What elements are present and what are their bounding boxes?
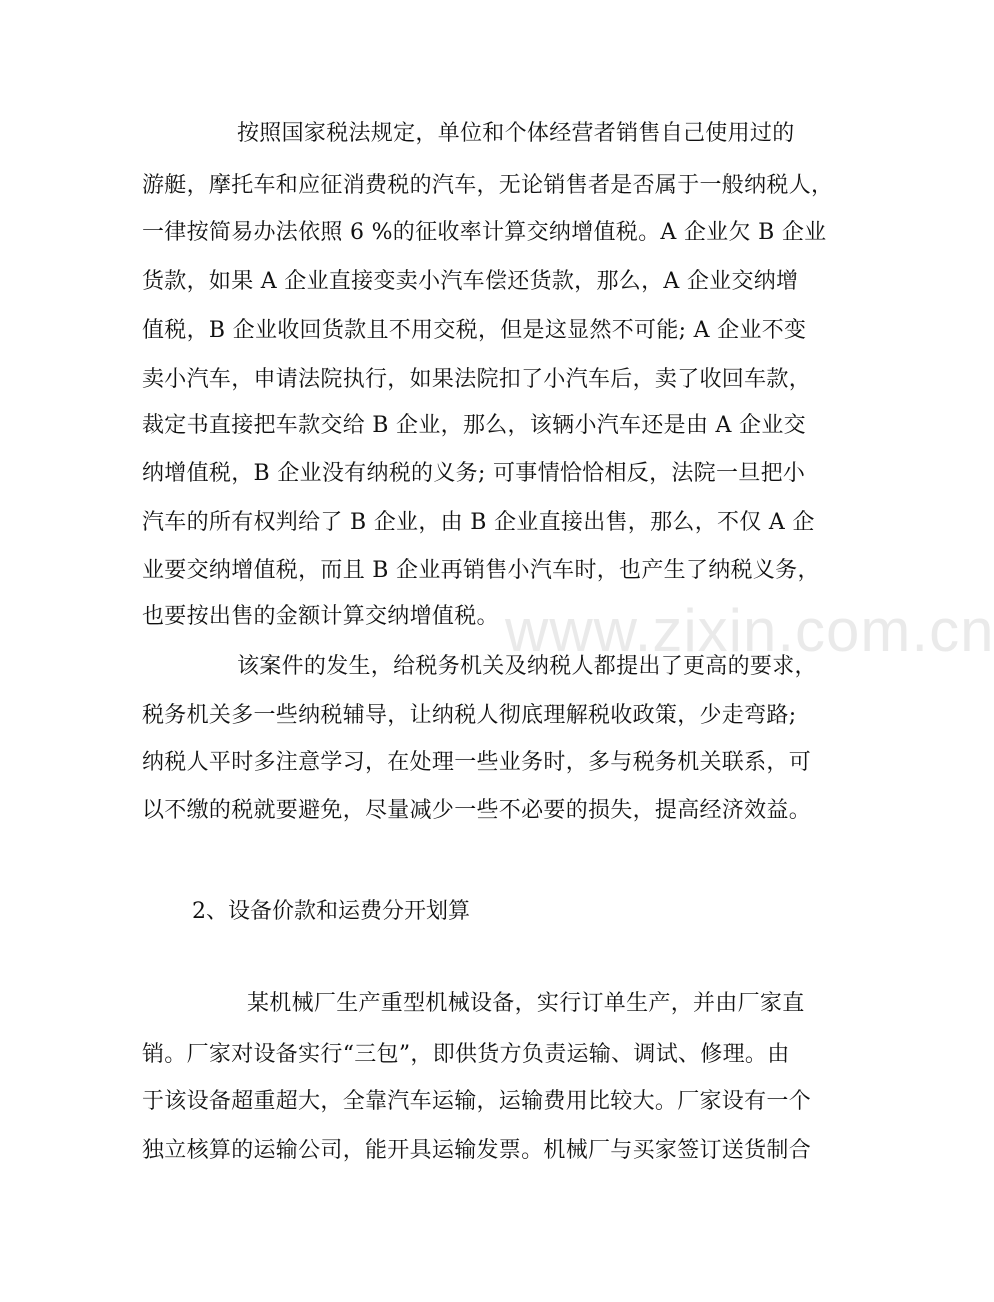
section-heading: 2、设备价款和运费分开划算 bbox=[192, 899, 470, 924]
paragraph-1-line-10: 业要交纳增值税，而且 B 企业再销售小汽车时，也产生了纳税义务， bbox=[142, 558, 820, 583]
watermark: www.zixin.com.cn bbox=[505, 597, 994, 664]
paragraph-3-line-2: 销。厂家对设备实行“三包”，即供货方负责运输、调试、修理。由 bbox=[142, 1042, 790, 1067]
paragraph-1-line-3: 一律按简易办法依照 6 %的征收率计算交纳增值税。A 企业欠 B 企业 bbox=[142, 220, 827, 245]
paragraph-1-line-4: 货款，如果 A 企业直接变卖小汽车偿还货款，那么，A 企业交纳增 bbox=[142, 269, 799, 294]
paragraph-1-line-9: 汽车的所有权判给了 B 企业，由 B 企业直接出售，那么，不仅 A 企 bbox=[142, 510, 815, 535]
paragraph-1-line-6: 卖小汽车，申请法院执行，如果法院扣了小汽车后，卖了收回车款， bbox=[142, 367, 812, 392]
paragraph-2-line-4: 以不缴的税就要避免，尽量减少一些不必要的损失，提高经济效益。 bbox=[142, 798, 812, 823]
paragraph-3-line-4: 独立核算的运输公司，能开具运输发票。机械厂与买家签订送货制合 bbox=[142, 1138, 812, 1163]
paragraph-1-line-8: 纳增值税，B 企业没有纳税的义务; 可事情恰恰相反，法院一旦把小 bbox=[142, 461, 806, 486]
paragraph-1-line-7: 裁定书直接把车款交给 B 企业，那么，该辆小汽车还是由 A 企业交 bbox=[142, 413, 806, 438]
paragraph-2-line-3: 纳税人平时多注意学习，在处理一些业务时，多与税务机关联系，可 bbox=[142, 750, 812, 775]
paragraph-1-line-5: 值税，B 企业收回货款且不用交税，但是这显然不可能; A 企业不变 bbox=[142, 318, 807, 343]
paragraph-3-line-1: 某机械厂生产重型机械设备，实行订单生产，并由厂家直 bbox=[247, 991, 805, 1016]
paragraph-3-line-3: 于该设备超重超大，全靠汽车运输，运输费用比较大。厂家设有一个 bbox=[142, 1089, 812, 1114]
paragraph-2-line-2: 税务机关多一些纳税辅导，让纳税人彻底理解税收政策，少走弯路; bbox=[142, 703, 797, 728]
paragraph-1-line-1: 按照国家税法规定，单位和个体经营者销售自己使用过的 bbox=[237, 121, 795, 146]
paragraph-1-line-2: 游艇，摩托车和应征消费税的汽车，无论销售者是否属于一般纳税人， bbox=[142, 173, 834, 198]
paragraph-2-line-1: 该案件的发生，给税务机关及纳税人都提出了更高的要求， bbox=[237, 654, 817, 679]
paragraph-1-line-11: 也要按出售的金额计算交纳增值税。 bbox=[142, 604, 499, 629]
